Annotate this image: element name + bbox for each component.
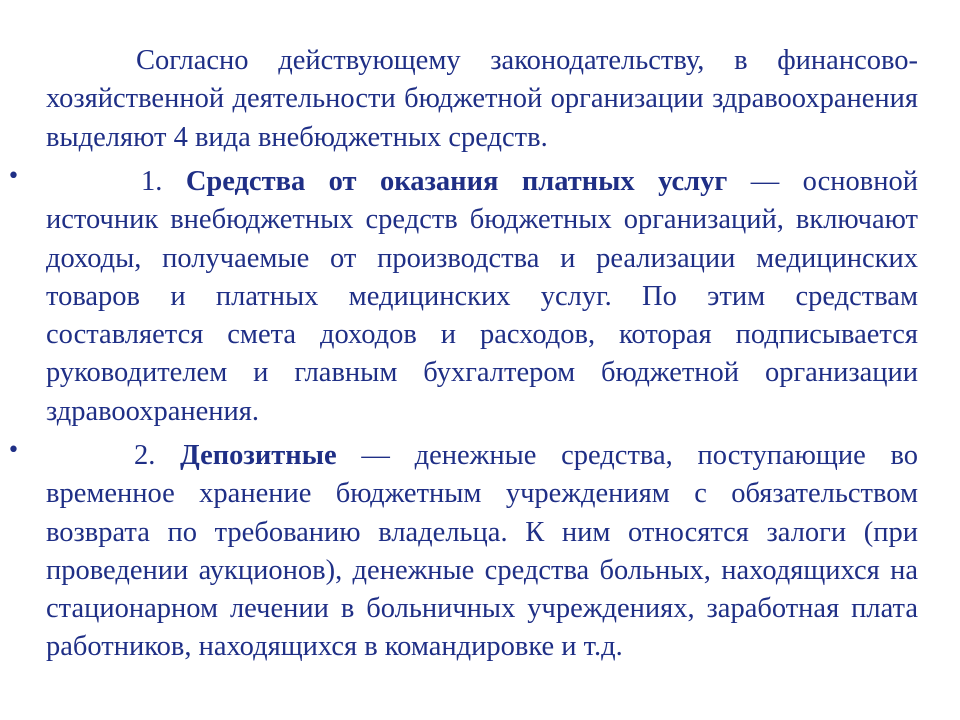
item-number: 1. — [141, 166, 163, 197]
bullet-icon: • — [7, 438, 20, 463]
item-text: — основной источник внебюджетных средств бюджетных организаций, включают доходы, получаемые от производства и реализации медицинских товаров и платных медицинских услуг. По этим средствам составляется смета доходов и расходов, которая подписывается руководителем и главным бухгалтером бюджетной организации здравоохранения. — [46, 166, 919, 427]
item-text: — денежные средства, поступающие во временное хранение бюджетным учреждениям с обязательством возврата по требованию владельца. К ним относятся залоги (при проведении аукционов), денежные средства больных, находящихся на стационарном лечении в больничных учреждениях, заработная плата работников, находящихся в командировке и т.д. — [46, 440, 919, 663]
item-term: Средства от оказания платных услуг — [185, 166, 728, 197]
item-number: 2. — [134, 440, 156, 471]
intro-paragraph — [46, 42, 918, 157]
list-item — [46, 437, 918, 667]
list-item — [46, 163, 918, 431]
item-term: Депозитные — [180, 440, 337, 471]
intro-text: Согласно действующему законодательству, в финансово-хозяйственной деятельности бюджетной организации здравоохранения выделяют 4 вида внебюджетных средств. — [46, 45, 918, 153]
bullet-icon: • — [7, 164, 20, 189]
